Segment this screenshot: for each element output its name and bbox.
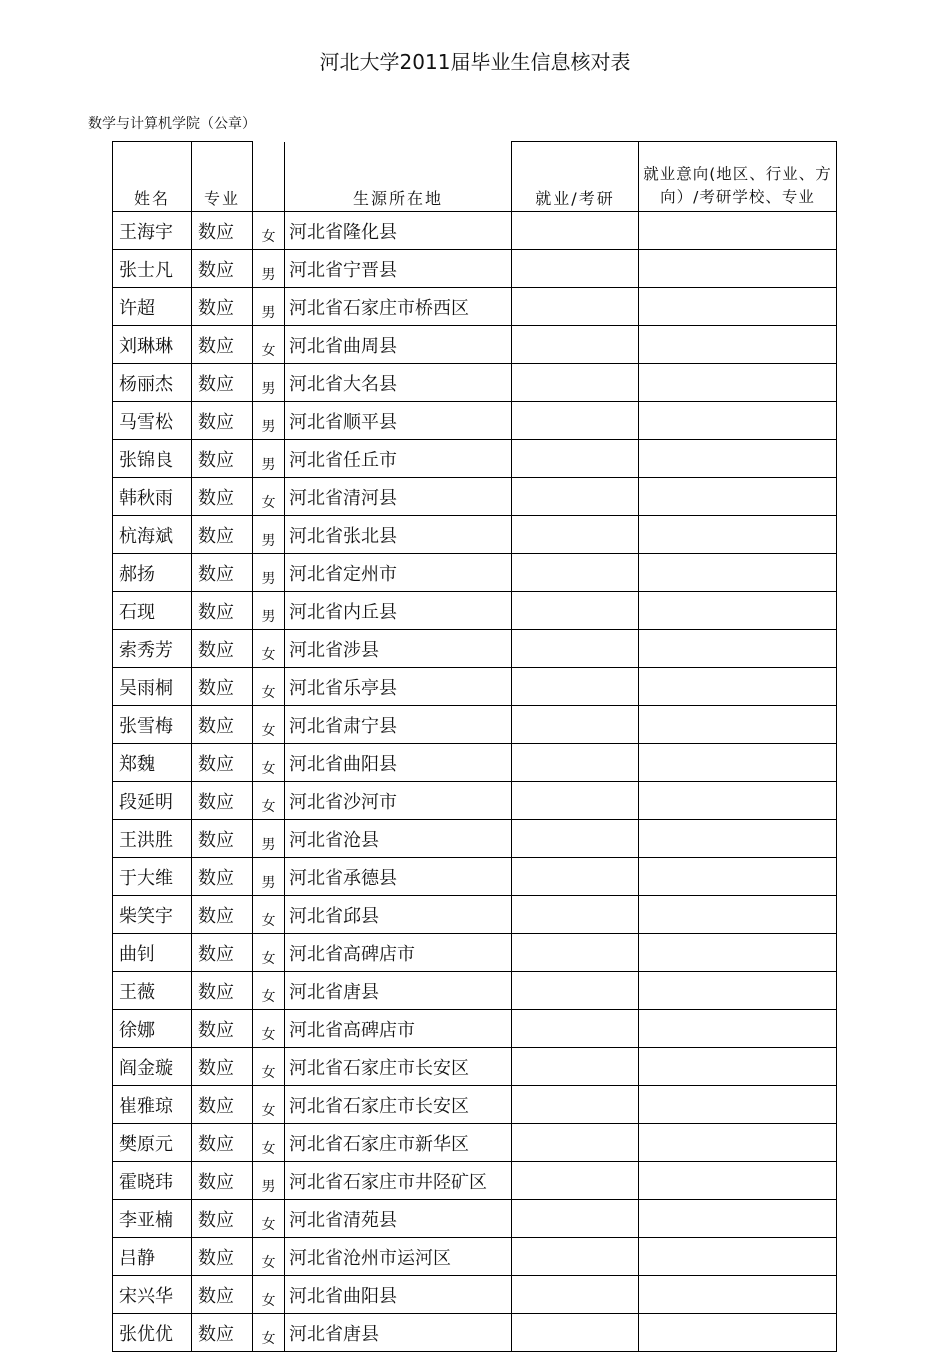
table-row xyxy=(113,896,837,934)
table-row xyxy=(113,782,837,820)
employment-cell[interactable] xyxy=(512,1200,639,1238)
employment-cell[interactable] xyxy=(512,364,639,402)
table-row xyxy=(113,1314,837,1352)
intent-cell[interactable] xyxy=(639,288,837,326)
employment-cell[interactable] xyxy=(512,250,639,288)
graduate-info-table xyxy=(112,141,837,1352)
major-cell: 数应 xyxy=(192,364,253,402)
header-name: 姓名 xyxy=(113,142,192,212)
name-cell: 李亚楠 xyxy=(113,1200,192,1238)
origin-cell: 河北省唐县 xyxy=(285,972,512,1010)
name-cell: 段延明 xyxy=(113,782,192,820)
intent-cell[interactable] xyxy=(639,554,837,592)
employment-cell[interactable] xyxy=(512,402,639,440)
name-cell: 崔雅琼 xyxy=(113,1086,192,1124)
major-cell: 数应 xyxy=(192,440,253,478)
gender-cell: 女 xyxy=(253,630,285,668)
table-row xyxy=(113,706,837,744)
header-employment: 就业/考研 xyxy=(512,142,639,212)
employment-cell[interactable] xyxy=(512,212,639,250)
major-cell: 数应 xyxy=(192,288,253,326)
intent-cell[interactable] xyxy=(639,1124,837,1162)
gender-cell: 男 xyxy=(253,440,285,478)
major-cell: 数应 xyxy=(192,326,253,364)
intent-cell[interactable] xyxy=(639,516,837,554)
major-cell: 数应 xyxy=(192,592,253,630)
origin-cell: 河北省石家庄市井陉矿区 xyxy=(285,1162,512,1200)
name-cell: 张士凡 xyxy=(113,250,192,288)
origin-cell: 河北省内丘县 xyxy=(285,592,512,630)
employment-cell[interactable] xyxy=(512,1048,639,1086)
intent-cell[interactable] xyxy=(639,440,837,478)
gender-cell: 女 xyxy=(253,668,285,706)
origin-cell: 河北省大名县 xyxy=(285,364,512,402)
gender-cell: 男 xyxy=(253,820,285,858)
employment-cell[interactable] xyxy=(512,440,639,478)
intent-cell[interactable] xyxy=(639,212,837,250)
major-cell: 数应 xyxy=(192,744,253,782)
name-cell: 张雪梅 xyxy=(113,706,192,744)
employment-cell[interactable] xyxy=(512,288,639,326)
major-cell: 数应 xyxy=(192,402,253,440)
table-row xyxy=(113,1200,837,1238)
table-row xyxy=(113,516,837,554)
intent-cell[interactable] xyxy=(639,630,837,668)
major-cell: 数应 xyxy=(192,630,253,668)
origin-cell: 河北省沧州市运河区 xyxy=(285,1238,512,1276)
employment-cell[interactable] xyxy=(512,1238,639,1276)
intent-cell[interactable] xyxy=(639,1086,837,1124)
name-cell: 杭海斌 xyxy=(113,516,192,554)
employment-cell[interactable] xyxy=(512,1086,639,1124)
origin-cell: 河北省高碑店市 xyxy=(285,1010,512,1048)
table-row xyxy=(113,554,837,592)
table-row xyxy=(113,1238,837,1276)
gender-cell: 男 xyxy=(253,288,285,326)
intent-cell[interactable] xyxy=(639,820,837,858)
name-cell: 王洪胜 xyxy=(113,820,192,858)
name-cell: 王薇 xyxy=(113,972,192,1010)
name-cell: 吕静 xyxy=(113,1238,192,1276)
origin-cell: 河北省承德县 xyxy=(285,858,512,896)
name-cell: 曲钊 xyxy=(113,934,192,972)
employment-cell[interactable] xyxy=(512,972,639,1010)
employment-cell[interactable] xyxy=(512,1276,639,1314)
header-origin: 生源所在地 xyxy=(285,142,512,212)
origin-cell: 河北省张北县 xyxy=(285,516,512,554)
header-gender xyxy=(253,142,285,212)
major-cell: 数应 xyxy=(192,516,253,554)
table-row xyxy=(113,1124,837,1162)
intent-cell[interactable] xyxy=(639,364,837,402)
employment-cell[interactable] xyxy=(512,1314,639,1352)
origin-cell: 河北省曲阳县 xyxy=(285,1276,512,1314)
gender-cell: 女 xyxy=(253,744,285,782)
major-cell: 数应 xyxy=(192,820,253,858)
intent-cell[interactable] xyxy=(639,858,837,896)
origin-cell: 河北省石家庄市长安区 xyxy=(285,1086,512,1124)
table-row xyxy=(113,364,837,402)
origin-cell: 河北省石家庄市长安区 xyxy=(285,1048,512,1086)
name-cell: 于大维 xyxy=(113,858,192,896)
gender-cell: 男 xyxy=(253,250,285,288)
table-row xyxy=(113,250,837,288)
name-cell: 马雪松 xyxy=(113,402,192,440)
table-row xyxy=(113,1162,837,1200)
intent-cell[interactable] xyxy=(639,1276,837,1314)
origin-cell: 河北省顺平县 xyxy=(285,402,512,440)
intent-cell[interactable] xyxy=(639,896,837,934)
origin-cell: 河北省乐亭县 xyxy=(285,668,512,706)
major-cell: 数应 xyxy=(192,1200,253,1238)
employment-cell[interactable] xyxy=(512,896,639,934)
origin-cell: 河北省隆化县 xyxy=(285,212,512,250)
table-row xyxy=(113,212,837,250)
employment-cell[interactable] xyxy=(512,630,639,668)
origin-cell: 河北省邱县 xyxy=(285,896,512,934)
employment-cell[interactable] xyxy=(512,1162,639,1200)
name-cell: 张锦良 xyxy=(113,440,192,478)
gender-cell: 女 xyxy=(253,1276,285,1314)
gender-cell: 男 xyxy=(253,1162,285,1200)
major-cell: 数应 xyxy=(192,668,253,706)
intent-cell[interactable] xyxy=(639,668,837,706)
table-row xyxy=(113,326,837,364)
gender-cell: 男 xyxy=(253,554,285,592)
employment-cell[interactable] xyxy=(512,668,639,706)
table-row xyxy=(113,934,837,972)
major-cell: 数应 xyxy=(192,706,253,744)
major-cell: 数应 xyxy=(192,212,253,250)
name-cell: 郑魏 xyxy=(113,744,192,782)
origin-cell: 河北省定州市 xyxy=(285,554,512,592)
intent-cell[interactable] xyxy=(639,1162,837,1200)
name-cell: 张优优 xyxy=(113,1314,192,1352)
major-cell: 数应 xyxy=(192,972,253,1010)
intent-cell[interactable] xyxy=(639,1200,837,1238)
employment-cell[interactable] xyxy=(512,592,639,630)
table-row xyxy=(113,1276,837,1314)
table-row xyxy=(113,440,837,478)
employment-cell[interactable] xyxy=(512,1010,639,1048)
table-row xyxy=(113,858,837,896)
gender-cell: 女 xyxy=(253,896,285,934)
intent-cell[interactable] xyxy=(639,1314,837,1352)
origin-cell: 河北省肃宁县 xyxy=(285,706,512,744)
gender-cell: 女 xyxy=(253,1200,285,1238)
intent-cell[interactable] xyxy=(639,1010,837,1048)
origin-cell: 河北省石家庄市桥西区 xyxy=(285,288,512,326)
name-cell: 柴笑宇 xyxy=(113,896,192,934)
gender-cell: 男 xyxy=(253,858,285,896)
origin-cell: 河北省清河县 xyxy=(285,478,512,516)
origin-cell: 河北省涉县 xyxy=(285,630,512,668)
college-label: 数学与计算机学院（公章） xyxy=(88,116,256,132)
table-row xyxy=(113,1048,837,1086)
name-cell: 郝扬 xyxy=(113,554,192,592)
name-cell: 刘琳琳 xyxy=(113,326,192,364)
name-cell: 吴雨桐 xyxy=(113,668,192,706)
gender-cell: 女 xyxy=(253,934,285,972)
table-row xyxy=(113,478,837,516)
major-cell: 数应 xyxy=(192,782,253,820)
major-cell: 数应 xyxy=(192,1276,253,1314)
gender-cell: 女 xyxy=(253,706,285,744)
gender-cell: 女 xyxy=(253,212,285,250)
page-title: 河北大学2011届毕业生信息核对表 xyxy=(319,50,631,74)
gender-cell: 女 xyxy=(253,1238,285,1276)
major-cell: 数应 xyxy=(192,896,253,934)
gender-cell: 女 xyxy=(253,1048,285,1086)
name-cell: 王海宇 xyxy=(113,212,192,250)
major-cell: 数应 xyxy=(192,1238,253,1276)
major-cell: 数应 xyxy=(192,554,253,592)
name-cell: 霍晓玮 xyxy=(113,1162,192,1200)
major-cell: 数应 xyxy=(192,1124,253,1162)
employment-cell[interactable] xyxy=(512,744,639,782)
major-cell: 数应 xyxy=(192,1048,253,1086)
table-body xyxy=(113,212,837,1352)
table-row xyxy=(113,744,837,782)
gender-cell: 女 xyxy=(253,1010,285,1048)
origin-cell: 河北省曲周县 xyxy=(285,326,512,364)
major-cell: 数应 xyxy=(192,250,253,288)
intent-cell[interactable] xyxy=(639,972,837,1010)
intent-cell[interactable] xyxy=(639,1048,837,1086)
origin-cell: 河北省高碑店市 xyxy=(285,934,512,972)
origin-cell: 河北省唐县 xyxy=(285,1314,512,1352)
employment-cell[interactable] xyxy=(512,782,639,820)
employment-cell[interactable] xyxy=(512,516,639,554)
origin-cell: 河北省曲阳县 xyxy=(285,744,512,782)
employment-cell[interactable] xyxy=(512,820,639,858)
table-row xyxy=(113,402,837,440)
origin-cell: 河北省沙河市 xyxy=(285,782,512,820)
table-row xyxy=(113,288,837,326)
major-cell: 数应 xyxy=(192,858,253,896)
table-row xyxy=(113,592,837,630)
gender-cell: 女 xyxy=(253,972,285,1010)
gender-cell: 男 xyxy=(253,364,285,402)
origin-cell: 河北省沧县 xyxy=(285,820,512,858)
intent-cell[interactable] xyxy=(639,326,837,364)
intent-cell[interactable] xyxy=(639,402,837,440)
intent-cell[interactable] xyxy=(639,934,837,972)
table-row xyxy=(113,1010,837,1048)
origin-cell: 河北省任丘市 xyxy=(285,440,512,478)
major-cell: 数应 xyxy=(192,1086,253,1124)
table-row xyxy=(113,668,837,706)
gender-cell: 男 xyxy=(253,516,285,554)
gender-cell: 女 xyxy=(253,1086,285,1124)
header-intent: 就业意向(地区、行业、方向）/考研学校、专业 xyxy=(639,142,837,212)
table-row xyxy=(113,820,837,858)
major-cell: 数应 xyxy=(192,1314,253,1352)
name-cell: 樊原元 xyxy=(113,1124,192,1162)
name-cell: 石现 xyxy=(113,592,192,630)
table-row xyxy=(113,972,837,1010)
name-cell: 索秀芳 xyxy=(113,630,192,668)
intent-cell[interactable] xyxy=(639,250,837,288)
name-cell: 宋兴华 xyxy=(113,1276,192,1314)
employment-cell[interactable] xyxy=(512,934,639,972)
intent-cell[interactable] xyxy=(639,478,837,516)
origin-cell: 河北省宁晋县 xyxy=(285,250,512,288)
intent-cell[interactable] xyxy=(639,744,837,782)
gender-cell: 女 xyxy=(253,1124,285,1162)
major-cell: 数应 xyxy=(192,478,253,516)
header-major: 专业 xyxy=(192,142,253,212)
intent-cell[interactable] xyxy=(639,1238,837,1276)
major-cell: 数应 xyxy=(192,1010,253,1048)
major-cell: 数应 xyxy=(192,934,253,972)
gender-cell: 女 xyxy=(253,782,285,820)
name-cell: 韩秋雨 xyxy=(113,478,192,516)
employment-cell[interactable] xyxy=(512,706,639,744)
intent-cell[interactable] xyxy=(639,782,837,820)
gender-cell: 男 xyxy=(253,592,285,630)
name-cell: 阎金璇 xyxy=(113,1048,192,1086)
name-cell: 杨丽杰 xyxy=(113,364,192,402)
employment-cell[interactable] xyxy=(512,1124,639,1162)
gender-cell: 男 xyxy=(253,402,285,440)
employment-cell[interactable] xyxy=(512,478,639,516)
gender-cell: 女 xyxy=(253,1314,285,1352)
gender-cell: 女 xyxy=(253,326,285,364)
employment-cell[interactable] xyxy=(512,326,639,364)
name-cell: 许超 xyxy=(113,288,192,326)
gender-cell: 女 xyxy=(253,478,285,516)
table-row xyxy=(113,1086,837,1124)
table-header-row xyxy=(113,142,837,212)
table-row xyxy=(113,630,837,668)
origin-cell: 河北省石家庄市新华区 xyxy=(285,1124,512,1162)
intent-cell[interactable] xyxy=(639,592,837,630)
name-cell: 徐娜 xyxy=(113,1010,192,1048)
employment-cell[interactable] xyxy=(512,858,639,896)
intent-cell[interactable] xyxy=(639,706,837,744)
origin-cell: 河北省清苑县 xyxy=(285,1200,512,1238)
employment-cell[interactable] xyxy=(512,554,639,592)
major-cell: 数应 xyxy=(192,1162,253,1200)
